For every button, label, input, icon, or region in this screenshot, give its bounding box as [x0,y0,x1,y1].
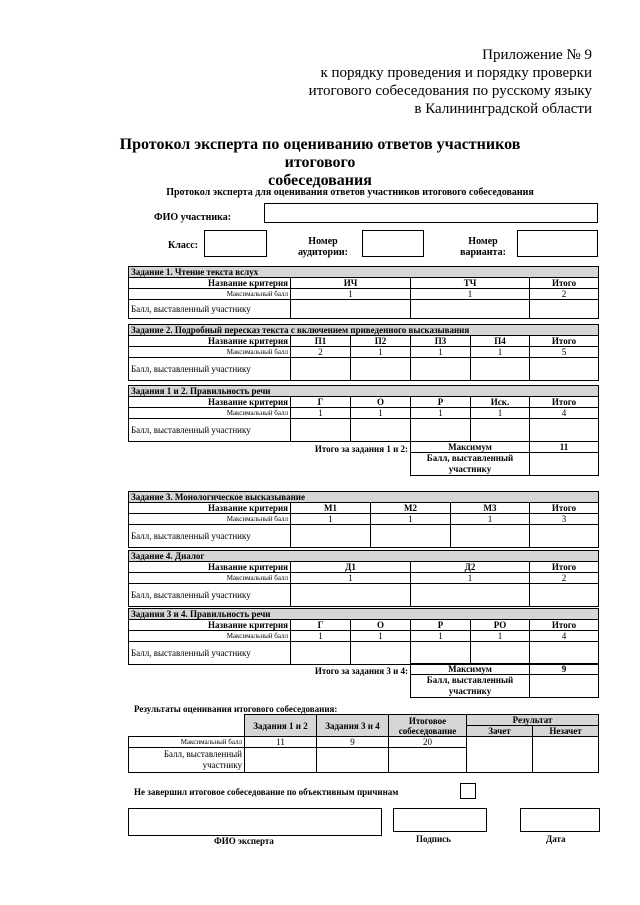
criteria-label: Название критерия [129,503,291,514]
room-input-box[interactable] [362,230,424,257]
criterion-p4: П4 [471,336,530,347]
expert-fio-label: ФИО эксперта [214,836,274,846]
score-cell[interactable] [530,642,599,665]
max-ich: 1 [291,289,411,300]
sum12-score-label: Балл, выставленный участнику [411,453,530,476]
max-total: 3 [530,514,599,525]
not-completed-label: Не завершил итоговое собеседование по объективным причинам [134,787,399,797]
criterion-p2: П2 [351,336,411,347]
score-label: Балл, выставленный участнику [129,525,291,548]
sum12-max-value: 11 [530,442,599,453]
criterion-m1: М1 [291,503,371,514]
class-input-box[interactable] [204,230,267,257]
max-score-label: Максимальный балл [129,631,291,642]
task3-title: Задание 3. Монологическое высказывание [129,492,599,503]
room-label-line-2: аудитории: [298,247,348,258]
title-line-1: Протокол эксперта по оцениванию ответов участников итогового [119,136,521,171]
score-cell[interactable] [291,419,351,442]
score-cell[interactable] [411,584,530,607]
results-fail-cell[interactable] [533,737,599,773]
title-line-2: собеседования [268,172,372,189]
appendix-line-3: итогового собеседования по русскому языку [308,83,592,99]
max-p3: 1 [411,347,471,358]
max-o: 1 [351,408,411,419]
fio-input-box[interactable] [264,203,598,223]
criterion-ich: ИЧ [291,278,411,289]
appendix-header [272,46,592,118]
results-max-label: Максимальный балл [129,737,245,748]
appendix-number: Приложение № 9 [482,47,592,63]
results-score-tasks34[interactable] [317,748,389,773]
criteria-label: Название критерия [129,278,291,289]
score-cell[interactable] [351,419,411,442]
criterion-d2: Д2 [411,562,530,573]
class-label: Класс: [168,240,199,251]
sum34-score-label: Балл, выставленный участнику [411,675,530,698]
criterion-m3: М3 [451,503,530,514]
criterion-ro: РО [471,620,530,631]
score-label: Балл, выставленный участнику [129,300,291,319]
max-r: 1 [411,631,471,642]
appendix-line-4: в Калининградской области [414,101,592,117]
expert-fio-box[interactable] [128,808,382,836]
criterion-d1: Д1 [291,562,411,573]
score-cell[interactable] [530,300,599,319]
criterion-o: О [351,397,411,408]
task4-title: Задание 4. Диалог [129,551,599,562]
score-cell[interactable] [530,525,599,548]
max-g: 1 [291,631,351,642]
score-cell[interactable] [530,584,599,607]
date-label: Дата [546,834,566,844]
results-title: Результаты оценивания итогового собеседования: [134,704,338,714]
max-total: 4 [530,631,599,642]
total-label: Итого [530,562,599,573]
score-label: Балл, выставленный участнику [129,642,291,665]
criterion-tch: ТЧ [411,278,530,289]
protocol-subtitle: Протокол эксперта для оценивания ответов участников итогового собеседования [166,187,534,198]
sum12-table [410,441,599,476]
task34-title: Задания 3 и 4. Правильность речи [129,609,599,620]
score-cell[interactable] [371,525,451,548]
results-max-final: 20 [389,737,467,748]
variant-label-line-1: Номер [468,236,498,247]
score-cell[interactable] [411,300,530,319]
criterion-o: О [351,620,411,631]
appendix-line-2: к порядку проведения и порядку проверки [320,65,592,81]
sum12-max-label: Максимум [411,442,530,453]
variant-input-box[interactable] [517,230,598,257]
sum12-score-cell[interactable] [530,453,599,476]
results-col-result: Результат [467,715,599,726]
max-score-label: Максимальный балл [129,347,291,358]
max-score-label: Максимальный балл [129,514,291,525]
results-table [128,714,599,773]
task34-table [128,608,599,665]
results-fail-label: Незачет [533,726,599,737]
signature-label: Подпись [416,834,451,844]
results-pass-label: Зачет [467,726,533,737]
max-m1: 1 [291,514,371,525]
task3-table [128,491,599,548]
max-score-label: Максимальный балл [129,573,291,584]
date-box[interactable] [520,808,600,832]
max-m2: 1 [371,514,451,525]
score-cell[interactable] [471,419,530,442]
max-total: 4 [530,408,599,419]
score-cell[interactable] [291,300,411,319]
total-label: Итого [530,397,599,408]
criterion-r: Р [411,397,471,408]
score-cell[interactable] [411,419,471,442]
score-cell[interactable] [411,358,471,381]
results-pass-cell[interactable] [467,737,533,773]
criteria-label: Название критерия [129,336,291,347]
max-o: 1 [351,631,411,642]
total-label: Итого [530,336,599,347]
task1-table [128,266,599,319]
max-ro: 1 [471,631,530,642]
variant-label-line-2: варианта: [460,247,506,258]
results-corner [129,715,245,737]
criterion-m2: М2 [371,503,451,514]
score-cell[interactable] [291,642,351,665]
score-cell[interactable] [291,525,371,548]
sum34-max-label: Максимум [411,664,530,675]
results-col-final: Итоговое собеседование [389,715,467,737]
score-cell[interactable] [530,358,599,381]
score-cell[interactable] [411,642,471,665]
task2-title: Задание 2. Подробный пересказ текста с включением приведенного высказывания [129,325,599,336]
max-p4: 1 [471,347,530,358]
criteria-label: Название критерия [129,620,291,631]
task4-table [128,550,599,607]
max-d2: 1 [411,573,530,584]
results-col-tasks34: Задания 3 и 4 [317,715,389,737]
score-cell[interactable] [451,525,530,548]
criterion-g: Г [291,397,351,408]
score-cell[interactable] [471,642,530,665]
total-label: Итого [530,503,599,514]
sum34-label: Итого за задания 3 и 4: [314,666,408,676]
max-isk: 1 [471,408,530,419]
results-max-tasks12: 11 [245,737,317,748]
max-d1: 1 [291,573,411,584]
max-score-label: Максимальный балл [129,408,291,419]
max-p2: 1 [351,347,411,358]
room-label [290,236,356,258]
room-label-line-1: Номер [308,236,338,247]
score-cell[interactable] [471,358,530,381]
results-score-label: Балл, выставленный участнику [129,748,245,773]
sum34-max-value: 9 [530,664,599,675]
results-col-tasks12: Задания 1 и 2 [245,715,317,737]
score-cell[interactable] [530,419,599,442]
criteria-label: Название критерия [129,562,291,573]
document-title [118,136,522,190]
score-label: Балл, выставленный участнику [129,419,291,442]
max-total: 2 [530,573,599,584]
score-cell[interactable] [291,358,351,381]
max-total: 2 [530,289,599,300]
sum34-table [410,663,599,698]
max-score-label: Максимальный балл [129,289,291,300]
not-completed-checkbox[interactable] [460,783,476,799]
max-r: 1 [411,408,471,419]
task2-table [128,324,599,381]
criteria-label: Название критерия [129,397,291,408]
results-max-tasks34: 9 [317,737,389,748]
max-p1: 2 [291,347,351,358]
criterion-isk: Иск. [471,397,530,408]
task12-table [128,385,599,442]
task1-title: Задание 1. Чтение текста вслух [129,267,599,278]
score-label: Балл, выставленный участнику [129,358,291,381]
max-tch: 1 [411,289,530,300]
total-label: Итого [530,620,599,631]
score-label: Балл, выставленный участнику [129,584,291,607]
max-total: 5 [530,347,599,358]
sum34-score-cell[interactable] [530,675,599,698]
score-cell[interactable] [291,584,411,607]
task12-title: Задания 1 и 2. Правильность речи [129,386,599,397]
max-m3: 1 [451,514,530,525]
signature-box[interactable] [393,808,487,832]
max-g: 1 [291,408,351,419]
criterion-g: Г [291,620,351,631]
criterion-p3: П3 [411,336,471,347]
sum12-label: Итого за задания 1 и 2: [314,444,408,454]
score-cell[interactable] [351,642,411,665]
criterion-p1: П1 [291,336,351,347]
results-score-tasks12[interactable] [245,748,317,773]
score-cell[interactable] [351,358,411,381]
results-score-final[interactable] [389,748,467,773]
fio-label: ФИО участника: [154,212,232,223]
total-label: Итого [530,278,599,289]
criterion-r: Р [411,620,471,631]
variant-label [452,236,514,258]
